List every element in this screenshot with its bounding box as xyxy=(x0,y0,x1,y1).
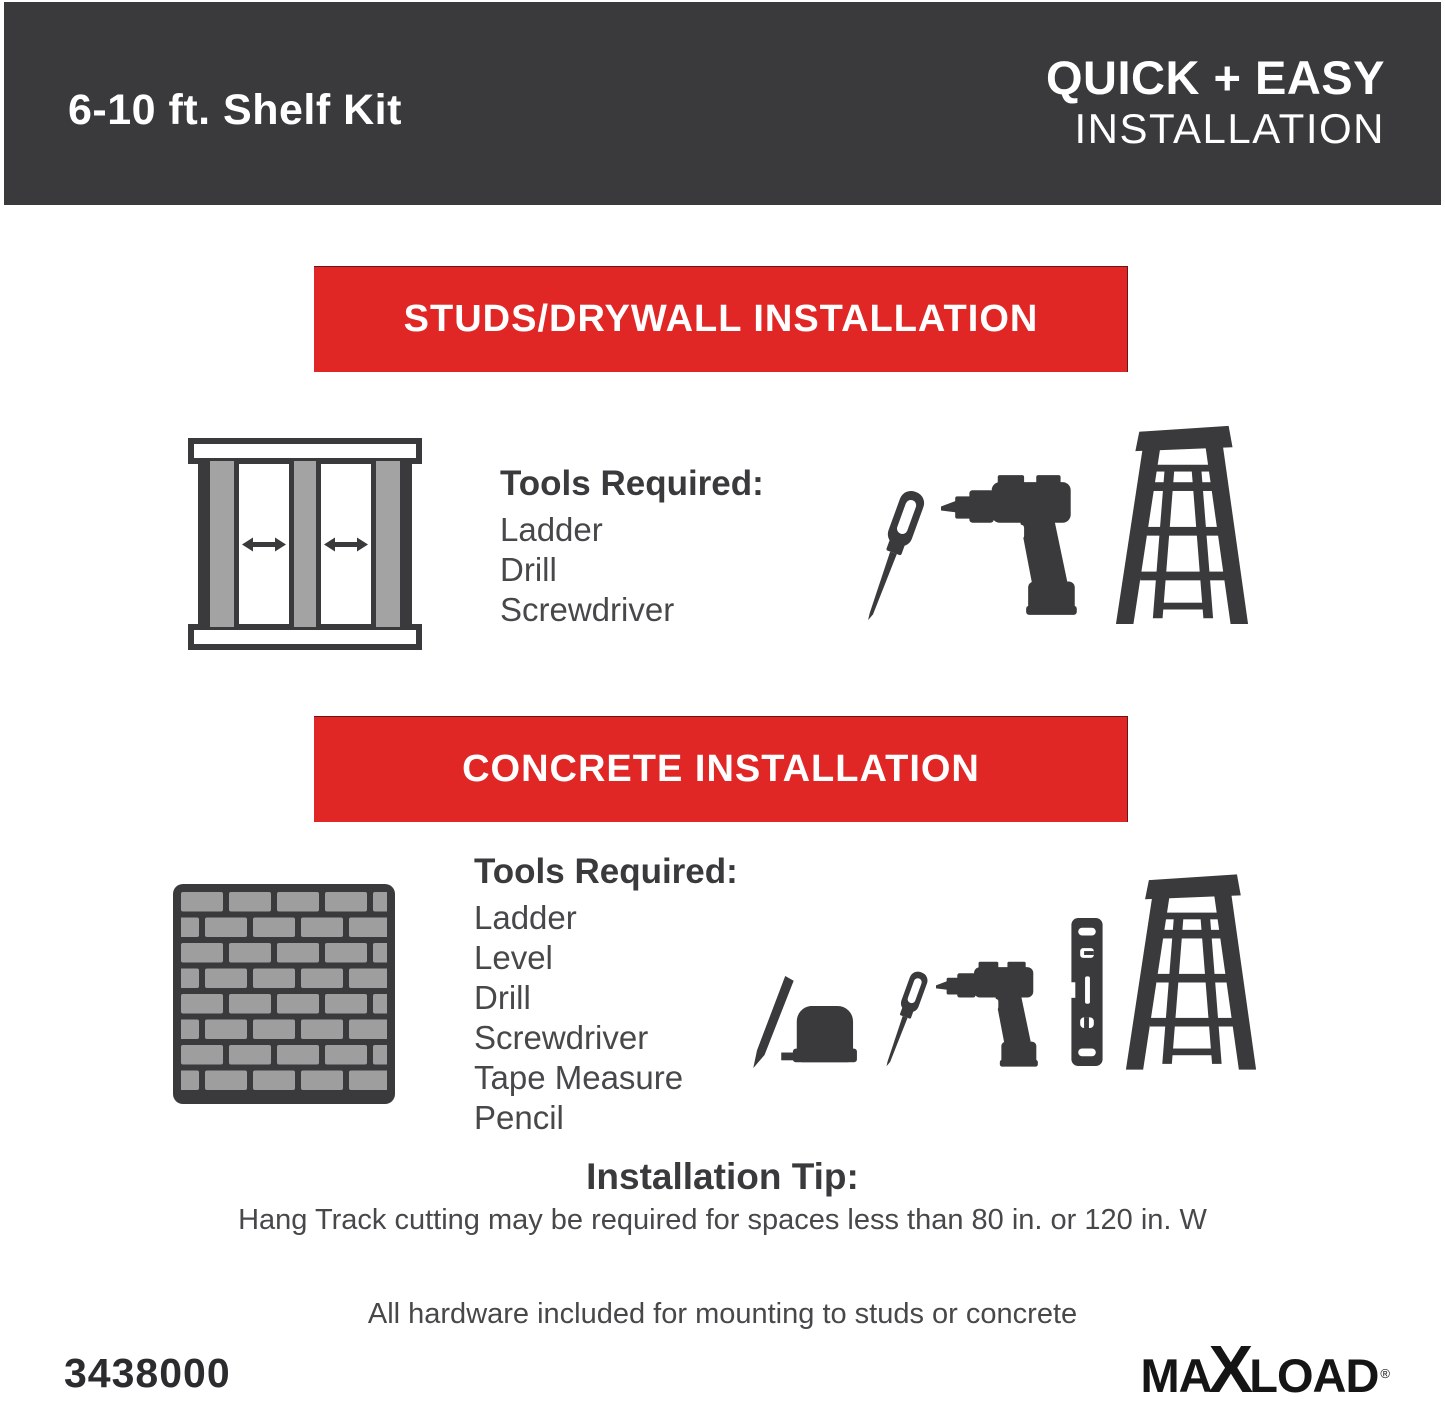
ladder-icon xyxy=(1110,422,1254,626)
brand-logo-x: X xyxy=(1208,1332,1253,1407)
drywall-tools-heading: Tools Required: xyxy=(500,464,764,503)
screwdriver-icon xyxy=(854,486,930,628)
tagline-bold: QUICK + EASY xyxy=(1046,51,1385,104)
concrete-banner xyxy=(314,716,1128,822)
concrete-tools-list xyxy=(474,850,738,1138)
installation-tip-text: Hang Track cutting may be required for spaces less than 80 in. or 120 in. W xyxy=(238,1204,1207,1236)
header-bar xyxy=(4,2,1441,205)
ladder-icon xyxy=(1124,870,1258,1072)
hardware-note: All hardware included for mounting to studs or concrete xyxy=(367,1298,1078,1330)
product-title: 6-10 ft. Shelf Kit xyxy=(68,86,402,134)
header-tagline xyxy=(1046,52,1385,154)
drill-icon xyxy=(938,470,1096,622)
drill-icon xyxy=(934,958,1052,1072)
tool-item: Level xyxy=(474,939,553,976)
brand-logo-suffix: LOAD xyxy=(1249,1349,1379,1402)
model-number: 3438000 xyxy=(64,1350,231,1396)
tape-measure-icon xyxy=(780,1004,864,1070)
brand-logo xyxy=(1140,1332,1389,1407)
tool-item: Screwdriver xyxy=(474,1019,649,1056)
screwdriver-icon xyxy=(876,968,932,1072)
registered-trademark-icon: ® xyxy=(1380,1366,1389,1381)
tool-item: Pencil xyxy=(474,1099,564,1136)
drywall-banner xyxy=(314,266,1128,372)
stud-wall-icon xyxy=(188,438,422,650)
tool-item: Ladder xyxy=(474,899,577,936)
concrete-tools-heading: Tools Required: xyxy=(474,852,738,891)
tagline-light: INSTALLATION xyxy=(1074,105,1385,152)
brick-wall-icon xyxy=(173,884,395,1104)
tool-item: Drill xyxy=(474,979,531,1016)
tool-item: Screwdriver xyxy=(500,591,675,628)
concrete-banner-label: CONCRETE INSTALLATION xyxy=(462,747,980,790)
tool-item: Ladder xyxy=(500,511,603,548)
drywall-banner-label: STUDS/DRYWALL INSTALLATION xyxy=(403,297,1039,340)
drywall-tools-list xyxy=(500,462,764,630)
brand-logo-prefix: MA xyxy=(1140,1349,1212,1402)
installation-tip-heading: Installation Tip: xyxy=(586,1156,859,1197)
tool-item: Drill xyxy=(500,551,557,588)
level-icon xyxy=(1068,916,1106,1068)
tool-item: Tape Measure xyxy=(474,1059,684,1096)
